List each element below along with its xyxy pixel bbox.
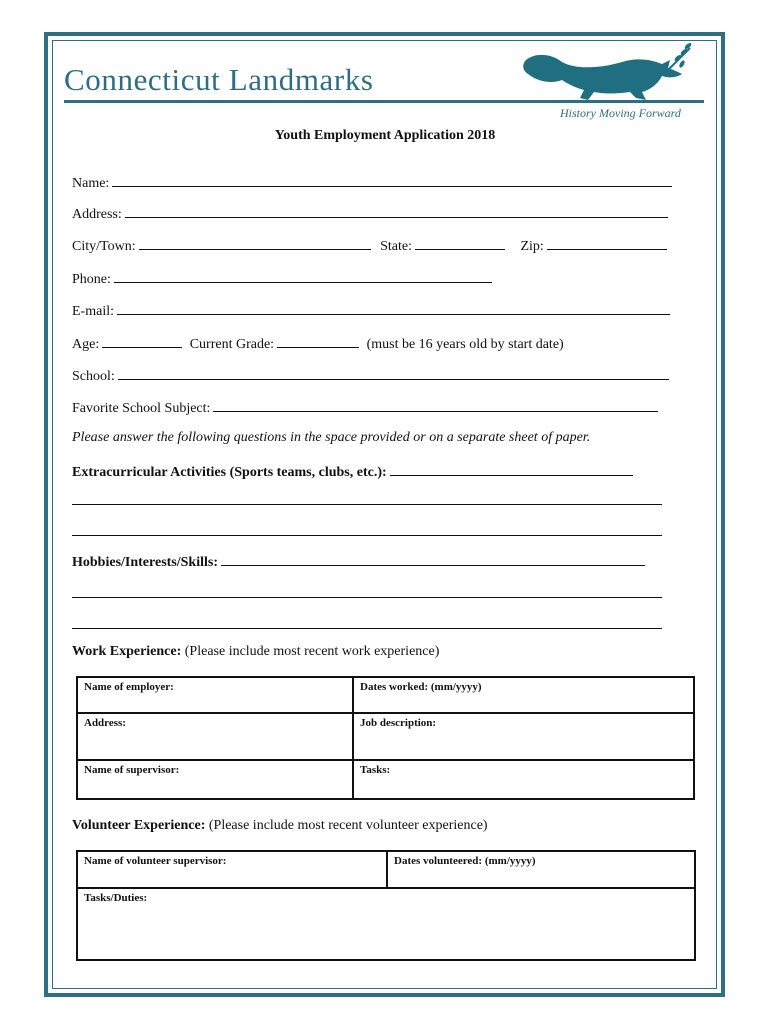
age-note: (must be 16 years old by start date) xyxy=(366,337,564,352)
subject-field[interactable] xyxy=(213,397,658,412)
state-label: State: xyxy=(380,239,412,254)
extracurricular-row xyxy=(72,461,633,482)
email-label: E-mail: xyxy=(72,304,114,319)
volunteer-experience-heading-row xyxy=(72,817,488,835)
work-address-cell[interactable] xyxy=(77,713,353,760)
zip-label: Zip: xyxy=(520,239,544,254)
subject-label: Favorite School Subject: xyxy=(72,401,211,416)
grade-field[interactable] xyxy=(277,333,359,348)
subject-row xyxy=(72,397,658,418)
dates-worked-cell[interactable] xyxy=(353,677,694,713)
extracurricular-line-1[interactable] xyxy=(72,504,662,505)
name-label: Name: xyxy=(72,176,110,191)
dates-volunteered-cell[interactable] xyxy=(387,851,695,888)
age-field[interactable] xyxy=(102,333,182,348)
supervisor-cell[interactable] xyxy=(77,760,353,799)
employer-cell[interactable] xyxy=(77,677,353,713)
logo-tagline: History Moving Forward xyxy=(560,106,681,120)
volunteer-supervisor-label: Name of volunteer supervisor: xyxy=(84,855,227,867)
hobbies-line-1[interactable] xyxy=(72,597,662,598)
phone-field[interactable] xyxy=(114,268,492,283)
tasks-cell[interactable] xyxy=(353,760,694,799)
job-description-label: Job description: xyxy=(360,717,437,729)
volunteer-supervisor-cell[interactable] xyxy=(77,851,387,888)
work-address-label: Address: xyxy=(84,717,126,729)
volunteer-note: (Please include most recent volunteer experience) xyxy=(208,818,488,833)
hobbies-field[interactable] xyxy=(221,551,645,566)
supervisor-label: Name of supervisor: xyxy=(84,764,180,776)
school-row xyxy=(72,365,669,386)
extracurricular-field[interactable] xyxy=(390,461,633,476)
phone-row xyxy=(72,268,492,289)
hobbies-line-2[interactable] xyxy=(72,628,662,629)
hobbies-row xyxy=(72,551,645,572)
work-experience-table xyxy=(76,676,695,800)
hobbies-label: Hobbies/Interests/Skills: xyxy=(72,555,218,570)
age-grade-row xyxy=(72,333,564,354)
address-label: Address: xyxy=(72,207,122,222)
work-experience-heading-row xyxy=(72,643,439,661)
age-label: Age: xyxy=(72,337,100,352)
school-label: School: xyxy=(72,369,115,384)
extracurricular-label: Extracurricular Activities (Sports teams, clubs, etc.): xyxy=(72,465,387,480)
state-field[interactable] xyxy=(415,235,505,250)
city-state-zip-row xyxy=(72,235,667,256)
tasks-label: Tasks: xyxy=(360,764,391,776)
address-row xyxy=(72,203,668,224)
email-row xyxy=(72,300,670,321)
name-field[interactable] xyxy=(112,172,672,187)
phone-label: Phone: xyxy=(72,272,111,287)
volunteer-heading: Volunteer Experience: xyxy=(72,818,206,833)
fox-with-branch-icon xyxy=(518,40,700,104)
work-heading: Work Experience: xyxy=(72,644,182,659)
name-row xyxy=(72,172,672,193)
extracurricular-line-2[interactable] xyxy=(72,535,662,536)
volunteer-tasks-cell[interactable] xyxy=(77,888,695,960)
dates-volunteered-label: Dates volunteered: (mm/yyyy) xyxy=(394,855,536,867)
city-label: City/Town: xyxy=(72,239,136,254)
dates-worked-label: Dates worked: (mm/yyyy) xyxy=(360,681,482,693)
volunteer-experience-table xyxy=(76,850,696,961)
city-field[interactable] xyxy=(139,235,371,250)
instructions: Please answer the following questions in the space provided or on a separate sheet of paper. xyxy=(72,430,591,445)
address-field[interactable] xyxy=(125,203,668,218)
zip-field[interactable] xyxy=(547,235,667,250)
work-note: (Please include most recent work experience) xyxy=(184,644,440,659)
grade-label: Current Grade: xyxy=(189,337,275,352)
logo-wordmark: Connecticut Landmarks xyxy=(64,62,374,97)
job-description-cell[interactable] xyxy=(353,713,694,760)
employer-label: Name of employer: xyxy=(84,681,174,693)
school-field[interactable] xyxy=(118,365,669,380)
email-field[interactable] xyxy=(117,300,670,315)
form-title: Youth Employment Application 2018 xyxy=(274,128,496,143)
volunteer-tasks-label: Tasks/Duties: xyxy=(84,892,148,904)
